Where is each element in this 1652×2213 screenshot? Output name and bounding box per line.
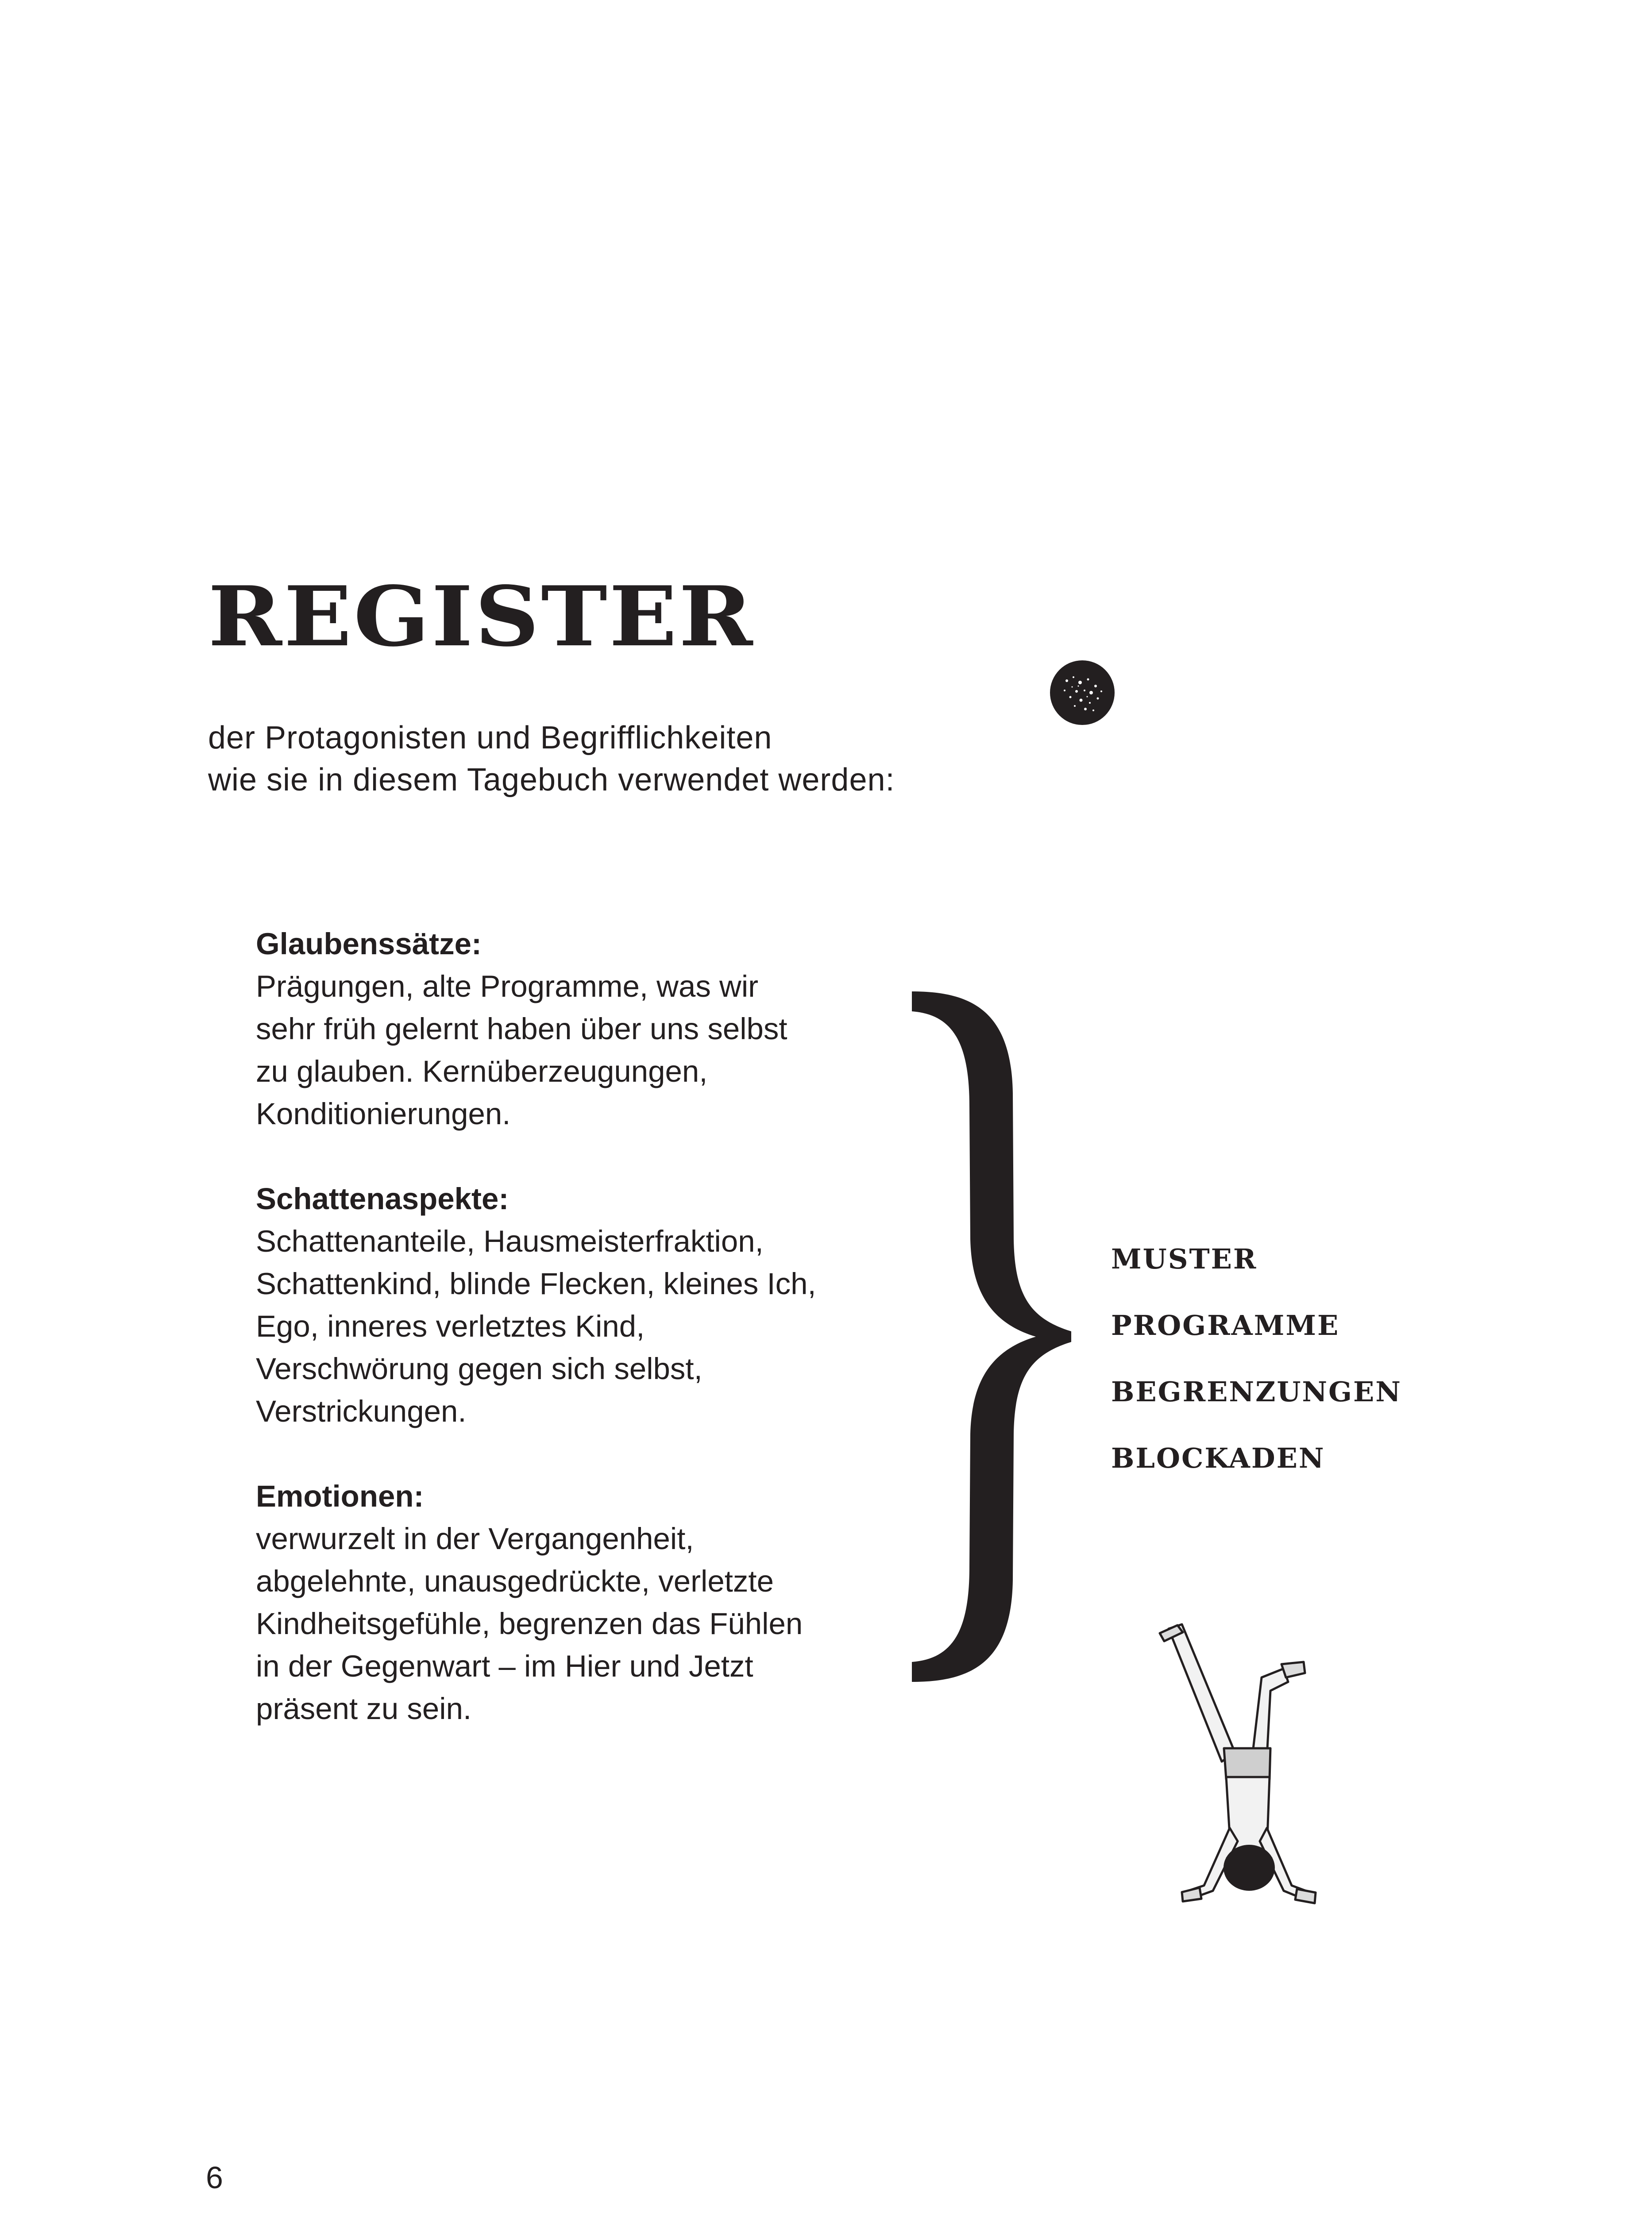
subtitle-line-2: wie sie in diesem Tagebuch verwendet werden: <box>208 762 895 798</box>
entry-heading: Schattenaspekte: <box>256 1182 509 1216</box>
curly-brace-icon <box>903 991 1071 1682</box>
page-number: 6 <box>206 2160 223 2195</box>
entry-line: Schattenkind, blinde Flecken, kleines Ich, <box>256 1267 816 1301</box>
definition-list <box>256 923 920 1773</box>
entry-line: sehr früh gelernt haben über uns selbst <box>256 1012 787 1046</box>
page-subtitle <box>208 717 895 801</box>
entry-line: Konditionierungen. <box>256 1097 511 1131</box>
pattern-begrenzungen: BEGRENZUNGEN <box>1111 1376 1402 1408</box>
subtitle-line-1: der Protagonisten und Begrifflichkeiten <box>208 720 772 756</box>
entry-schattenaspekte <box>256 1178 920 1433</box>
entry-line: zu glauben. Kernüberzeugungen, <box>256 1054 708 1088</box>
pattern-blockaden: BLOCKADEN <box>1111 1442 1325 1474</box>
entry-line: präsent zu sein. <box>256 1692 472 1726</box>
entry-emotionen <box>256 1475 920 1730</box>
page-title: REGISTER <box>208 568 755 665</box>
entry-line: Ego, inneres verletztes Kind, <box>256 1309 645 1343</box>
pattern-programme: PROGRAMME <box>1111 1309 1340 1342</box>
pattern-list <box>1111 1226 1402 1492</box>
entry-line: Prägungen, alte Programme, was wir <box>256 969 759 1003</box>
entry-glaubenssaetze <box>256 923 920 1135</box>
entry-line: Kindheitsgefühle, begrenzen das Fühlen <box>256 1607 803 1641</box>
entry-line: in der Gegenwart – im Hier und Jetzt <box>256 1649 753 1683</box>
entry-line: verwurzelt in der Vergangenheit, <box>256 1522 694 1556</box>
moon-icon <box>1049 659 1115 726</box>
handstand-child-illustration <box>1151 1620 1337 1921</box>
entry-line: abgelehnte, unausgedrückte, verletzte <box>256 1564 774 1598</box>
entry-line: Schattenanteile, Hausmeisterfraktion, <box>256 1224 764 1258</box>
entry-heading: Emotionen: <box>256 1479 424 1513</box>
entry-heading: Glaubenssätze: <box>256 927 482 961</box>
entry-line: Verschwörung gegen sich selbst, <box>256 1352 702 1386</box>
pattern-muster: MUSTER <box>1111 1243 1258 1275</box>
entry-line: Verstrickungen. <box>256 1394 467 1428</box>
